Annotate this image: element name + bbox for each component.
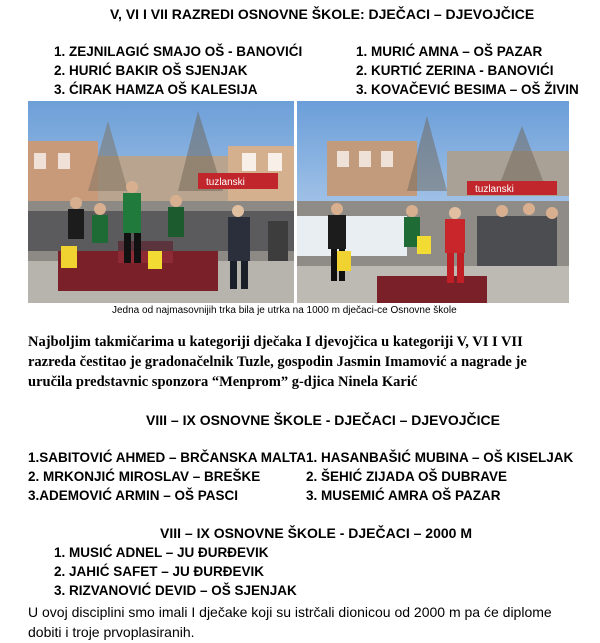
award-ceremony-photo-right bbox=[297, 101, 569, 303]
s2-boys-place-3: 3.ADEMOVIĆ ARMIN – OŠ PASCI bbox=[28, 488, 239, 503]
s2-girls-place-1: 1. HASANBAŠIĆ MUBINA – OŠ KISELJAK bbox=[306, 450, 574, 465]
s1-boys-place-3: 3. ĆIRAK HAMZA OŠ KALESIJA bbox=[54, 82, 258, 97]
s1-girls-place-2: 2. KURTIĆ ZERINA - BANOVIĆI bbox=[356, 63, 554, 78]
s2-boys-place-2: 2. MRKONJIĆ MIROSLAV – BREŠKE bbox=[28, 469, 261, 484]
s1-girls-place-1: 1. MURIĆ AMNA – OŠ PAZAR bbox=[356, 44, 543, 59]
s2-girls-place-3: 3. MUSEMIĆ AMRA OŠ PAZAR bbox=[306, 488, 501, 503]
banner-text-right: tuzlanski bbox=[475, 184, 514, 195]
ceremony-paragraph: Najboljim takmičarima u kategoriji dječaka I djevojčica u kategoriji V, VI I VII razreda čestitao je gradonačelnik Tuzle, gospodin Jasmin Imamović a nagrade je uručila predstavnic sponzora “Menprom” g-djica Ninela Karić bbox=[28, 334, 527, 390]
s3-place-1: 1. MUSIĆ ADNEL – JU ĐURĐEVIK bbox=[54, 545, 269, 560]
award-ceremony-photo-left bbox=[28, 101, 294, 303]
s2-boys-place-1: 1.SABITOVIĆ AHMED – BRČANSKA MALTA bbox=[28, 450, 307, 465]
s1-girls-place-3: 3. KOVAČEVIĆ BESIMA – OŠ ŽIVIN bbox=[356, 82, 579, 97]
s1-boys-place-2: 2. HURIĆ BAKIR OŠ SJENJAK bbox=[54, 63, 248, 78]
section-2-title: VIII – IX OSNOVNE ŠKOLE - DJEČACI – DJEVOJČICE bbox=[146, 412, 500, 428]
photo-caption: Jedna od najmasovnijih trka bila je utrka na 1000 m dječaci-ce Osnovne škole bbox=[112, 305, 457, 316]
s3-place-3: 3. RIZVANOVIĆ DEVID – OŠ SJENJAK bbox=[54, 583, 297, 598]
s3-place-2: 2. JAHIĆ SAFET – JU ĐURĐEVIK bbox=[54, 564, 265, 579]
s2-girls-place-2: 2. ŠEHIĆ ZIJADA OŠ DUBRAVE bbox=[306, 469, 508, 484]
s1-boys-place-1: 1. ZEJNILAGIĆ SMAJO OŠ - BANOVIĆI bbox=[54, 44, 303, 59]
closing-paragraph: U ovoj disciplini smo imali I dječake koji su istrčali dionicou od 2000 m pa će diplome dobiti i troje prvoplasiranih. bbox=[28, 604, 552, 640]
banner-text-left: tuzlanski bbox=[206, 177, 245, 188]
section-1-title: V, VI I VII RAZREDI OSNOVNE ŠKOLE: DJEČACI – DJEVOJČICE bbox=[110, 6, 535, 22]
section-3-title: VIII – IX OSNOVNE ŠKOLE - DJEČACI – 2000 M bbox=[160, 525, 472, 541]
